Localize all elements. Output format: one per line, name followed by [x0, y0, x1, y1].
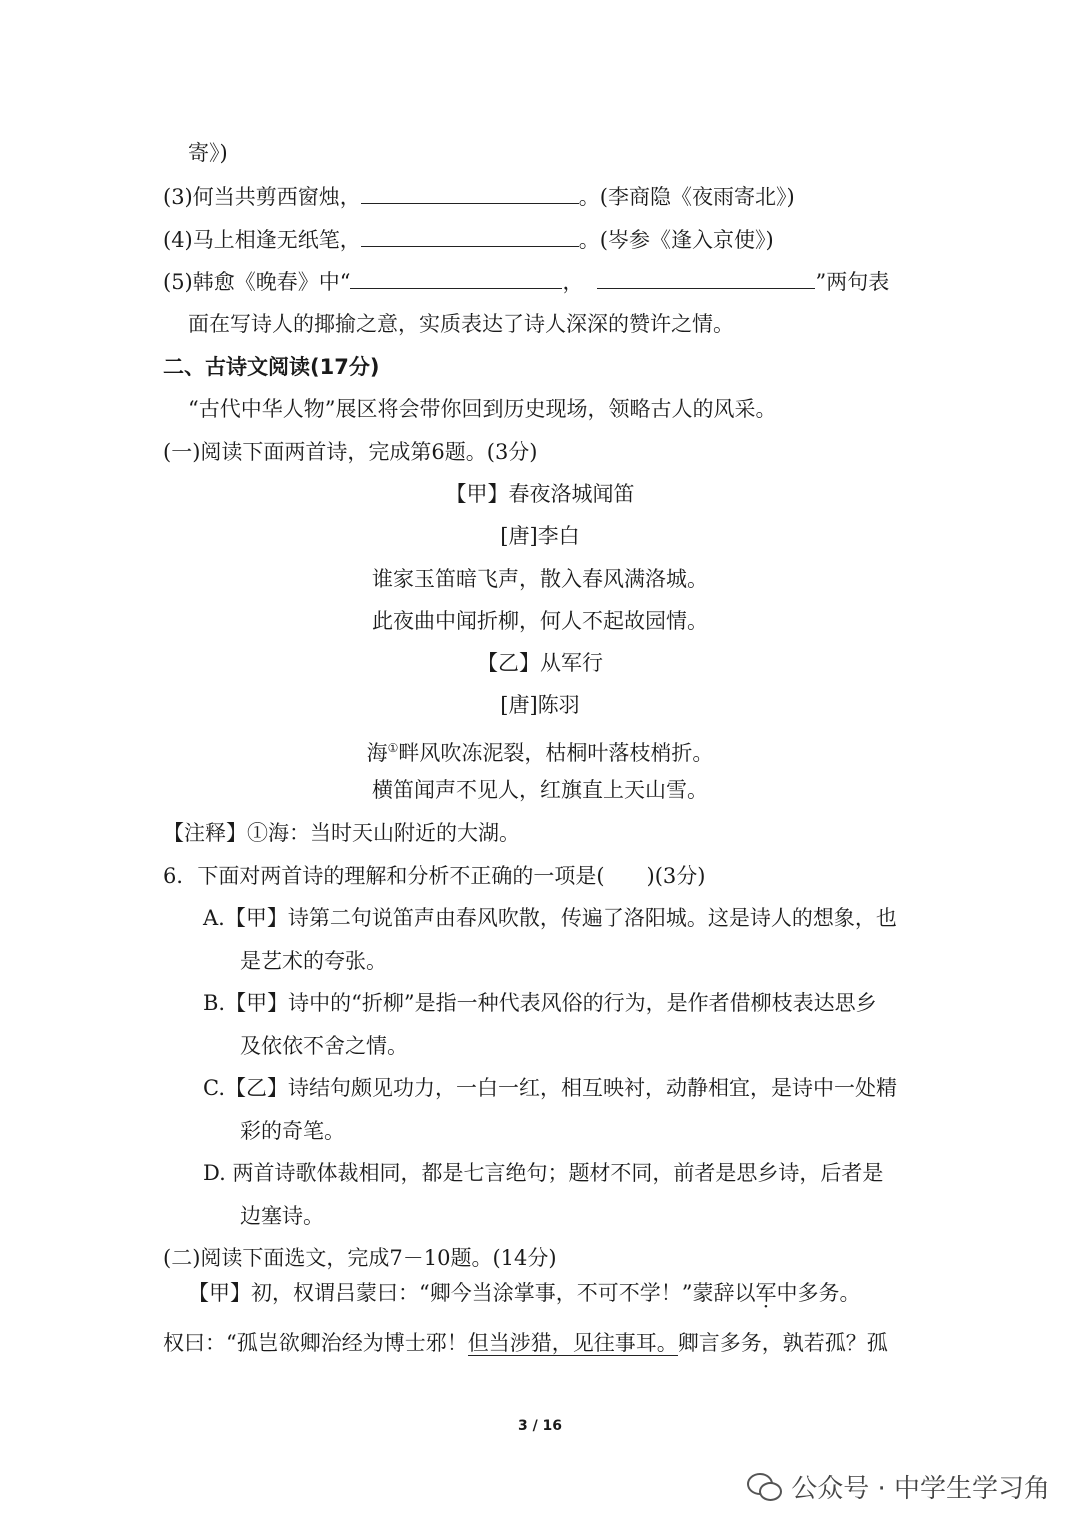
fill-blank-4-prompt: (4)马上相逢无纸笔， — [163, 228, 361, 252]
watermark-text: 公众号 · 中学生学习角 — [791, 1474, 1050, 1504]
fill-blank-5-comma: ， — [562, 270, 584, 294]
fill-blank-5-suffix: ”两句表 — [815, 270, 890, 294]
prose-line-1 — [188, 1278, 860, 1308]
fill-blank-5 — [163, 266, 889, 297]
poem-1-line-2: 此夜曲中闻折柳，何人不起故园情。 — [372, 609, 708, 633]
fill-blank-3-source: 。(李商隐《夜雨寄北》) — [578, 185, 795, 209]
emphasis-dotted-char: 军 — [755, 1281, 777, 1305]
fill-blank-3 — [163, 181, 795, 212]
poem-1-author: [唐]李白 — [500, 524, 580, 548]
poem-2-title: 【乙】从军行 — [477, 651, 603, 675]
prose-line-1-end: 中多务。 — [776, 1281, 861, 1305]
fill-blank-5-prompt: (5)韩愈《晚春》中“ — [163, 270, 351, 294]
poem-2-line-2: 横笛闻声不见人，红旗直上天山雪。 — [372, 778, 708, 802]
poem-2-line-1 — [0, 733, 1080, 768]
fill-blank-4 — [163, 224, 774, 255]
option-a: A.【甲】诗第二句说笛声由春风吹散，传遍了洛阳城。这是诗人的想象，也 — [203, 906, 897, 930]
fill-blank-4-source: 。(岑参《逢入京使》) — [578, 228, 774, 252]
poem-1-line-1: 谁家玉笛暗飞声，散入春风满洛城。 — [372, 567, 708, 591]
underlined-sentence: 但当涉猎，见往事耳。 — [467, 1331, 678, 1355]
prose-line-1-start: 【甲】初，权谓吕蒙曰：“卿今当涂掌事，不可不学！”蒙辞以 — [188, 1281, 756, 1305]
part-1-instruction: (一)阅读下面两首诗，完成第6题。(3分) — [163, 440, 538, 464]
wechat-icon — [747, 1473, 781, 1501]
annotation-note: 【注释】①海：当时天山附近的大湖。 — [163, 821, 520, 845]
option-d-cont: 边塞诗。 — [240, 1204, 324, 1228]
answer-blank-5b[interactable] — [597, 266, 815, 289]
page-number: 3 / 16 — [517, 1418, 563, 1434]
option-a-cont: 是艺术的夸张。 — [240, 949, 387, 973]
prose-line-2-start: 权曰：“孤岂欲卿治经为博士邪！ — [163, 1331, 468, 1355]
answer-blank-5a[interactable] — [350, 266, 562, 289]
poem-2-line-1-start: 海 — [366, 741, 388, 765]
option-b: B.【甲】诗中的“折柳”是指一种代表风俗的行为，是作者借柳枝表达思乡 — [203, 991, 877, 1015]
prose-line-2 — [163, 1328, 888, 1358]
option-d: D. 两首诗歌体裁相同，都是七言绝句；题材不同，前者是思乡诗，后者是 — [203, 1161, 884, 1185]
option-c-cont: 彩的奇笔。 — [240, 1119, 345, 1143]
answer-blank-3[interactable] — [361, 181, 579, 204]
option-b-cont: 及依依不舍之情。 — [240, 1034, 408, 1058]
section-intro: “古代中华人物”展区将会带你回到历史现场，领略古人的风采。 — [188, 397, 777, 421]
poem-1-title: 【甲】春夜洛城闻笛 — [445, 482, 635, 506]
prose-line-2-end: 卿言多务，孰若孤？孤 — [677, 1331, 888, 1355]
part-2-instruction: (二)阅读下面选文，完成7－10题。(14分) — [163, 1246, 557, 1270]
answer-blank-4[interactable] — [361, 224, 579, 247]
footnote-marker: ① — [387, 741, 399, 755]
option-c: C.【乙】诗结句颇见功力，一白一红，相互映衬，动静相宜，是诗中一处精 — [203, 1076, 897, 1100]
fill-blank-3-prompt: (3)何当共剪西窗烛， — [163, 185, 361, 209]
poem-2-author: [唐]陈羽 — [500, 693, 580, 717]
fill-blank-5-cont: 面在写诗人的揶揄之意，实质表达了诗人深深的赞许之情。 — [188, 312, 734, 336]
watermark-footer — [747, 1468, 1050, 1505]
section-heading-2: 二、古诗文阅读(17分) — [163, 355, 380, 379]
question-6-stem: 6．下面对两首诗的理解和分析不正确的一项是( )(3分) — [163, 864, 706, 888]
continued-line: 寄》) — [188, 141, 228, 165]
poem-2-line-1-rest: 畔风吹冻泥裂，枯桐叶落枝梢折。 — [398, 741, 714, 765]
